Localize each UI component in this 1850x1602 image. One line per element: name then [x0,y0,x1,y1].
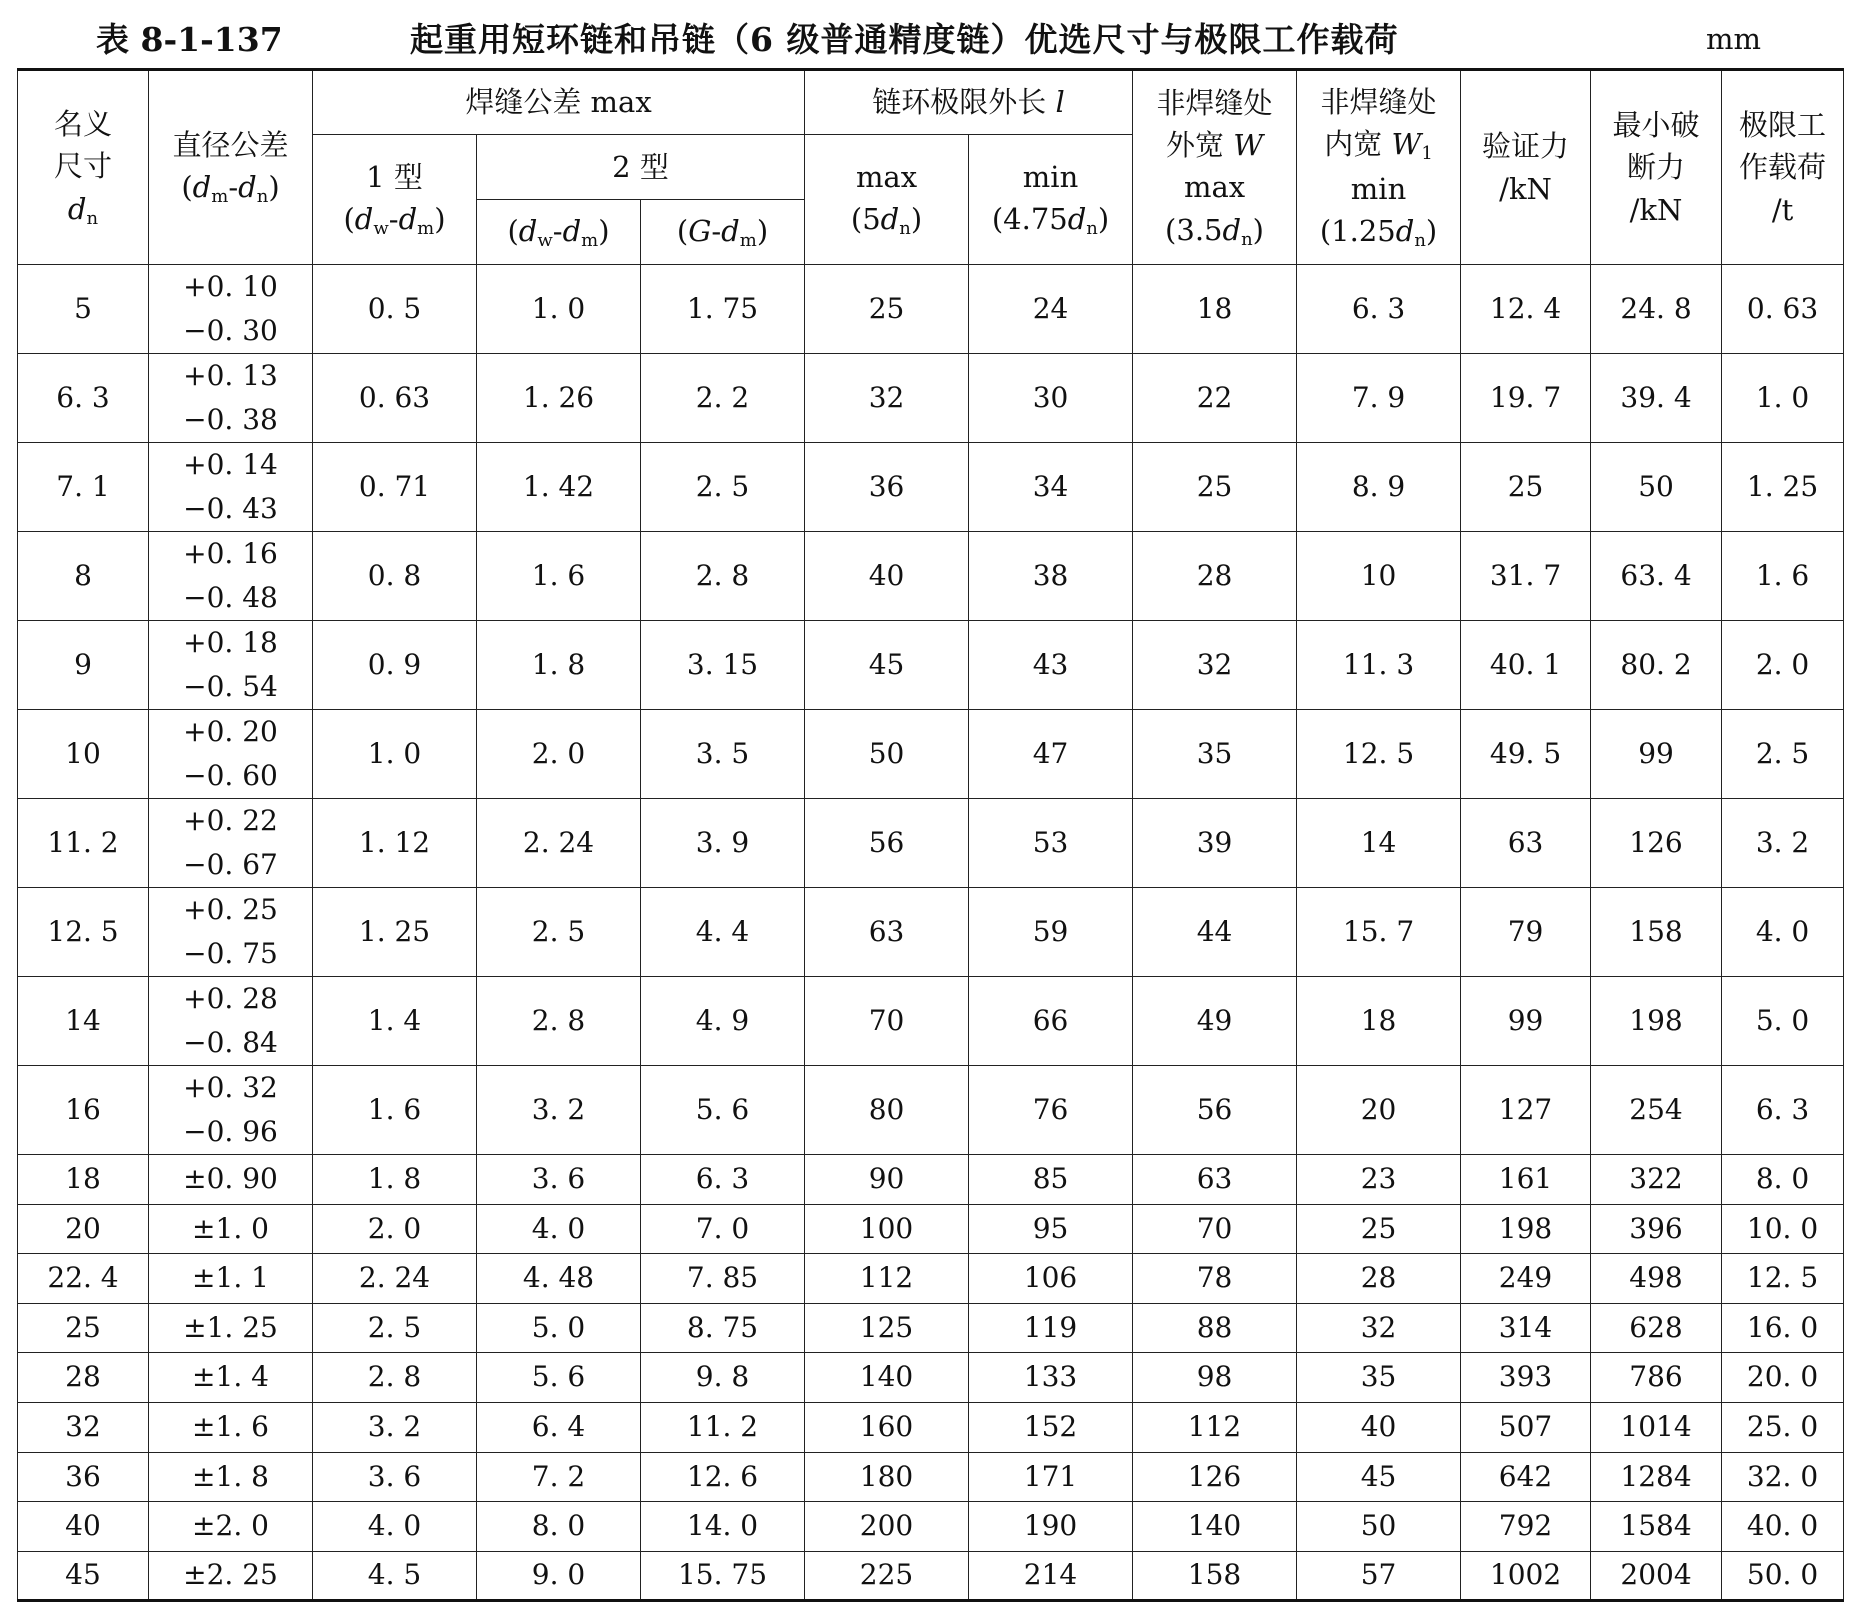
cell-length-min: 85 [969,1155,1133,1205]
tolerance-value: +0. 22 [183,804,278,837]
table-row [18,799,1844,888]
cell-breaking-force: 126 [1591,799,1722,888]
table-row [18,1155,1844,1205]
table-row [18,1353,1844,1403]
table-caption [0,0,1850,68]
cell-proof-force: 99 [1461,977,1591,1066]
cell-type2-a: 6. 4 [477,1402,641,1452]
table-row [18,1254,1844,1304]
cell-inner-width: 8. 9 [1297,443,1461,532]
cell-diameter-tolerance [149,710,313,799]
cell-type1: 0. 9 [313,621,477,710]
cell-diameter-tolerance [149,354,313,443]
cell-type2-a: 1. 42 [477,443,641,532]
tolerance-value: −0. 75 [183,937,278,970]
cell-outer-width: 140 [1133,1502,1297,1552]
cell-type2-a: 4. 48 [477,1254,641,1304]
cell-length-max: 90 [805,1155,969,1205]
header-diameter-tolerance: 直径公差 $(d_m-d_n)$ [149,70,313,265]
cell-outer-width: 112 [1133,1402,1297,1452]
cell-diameter-tolerance [149,1452,313,1502]
cell-breaking-force: 24. 8 [1591,265,1722,354]
cell-working-load: 2. 0 [1722,621,1844,710]
cell-inner-width: 15. 7 [1297,888,1461,977]
cell-breaking-force: 158 [1591,888,1722,977]
cell-diameter-tolerance [149,532,313,621]
unit-label: mm [1706,22,1761,56]
header-type2: 2 型 [477,135,805,200]
cell-inner-width: 32 [1297,1303,1461,1353]
cell-inner-width: 40 [1297,1402,1461,1452]
cell-outer-width: 88 [1133,1303,1297,1353]
cell-outer-width: 158 [1133,1551,1297,1601]
tolerance-value: ±2. 25 [183,1558,278,1592]
cell-inner-width: 45 [1297,1452,1461,1502]
cell-outer-width: 126 [1133,1452,1297,1502]
cell-length-max: 63 [805,888,969,977]
cell-proof-force: 19. 7 [1461,354,1591,443]
cell-type2-a: 1. 8 [477,621,641,710]
table-row [18,1303,1844,1353]
cell-length-max: 32 [805,354,969,443]
cell-type2-b: 14. 0 [641,1502,805,1552]
cell-breaking-force: 786 [1591,1353,1722,1403]
cell-nominal-size: 36 [18,1452,149,1502]
tolerance-value: −0. 48 [183,581,278,614]
cell-length-min: 106 [969,1254,1133,1304]
cell-nominal-size: 45 [18,1551,149,1601]
cell-inner-width: 10 [1297,532,1461,621]
cell-inner-width: 7. 9 [1297,354,1461,443]
cell-inner-width: 12. 5 [1297,710,1461,799]
cell-outer-width: 32 [1133,621,1297,710]
table-row [18,1402,1844,1452]
cell-nominal-size: 6. 3 [18,354,149,443]
header-proof-force: 验证力 /kN [1461,70,1591,265]
cell-working-load: 20. 0 [1722,1353,1844,1403]
header-working-load-limit: 极限工 作载荷 /t [1722,70,1844,265]
cell-length-min: 43 [969,621,1133,710]
header-type2-dw-dm: $(d_w-d_m)$ [477,200,641,265]
tolerance-value: ±1. 6 [192,1410,269,1444]
tolerance-value: +0. 16 [183,537,278,570]
cell-nominal-size: 10 [18,710,149,799]
cell-proof-force: 12. 4 [1461,265,1591,354]
cell-working-load: 50. 0 [1722,1551,1844,1601]
cell-length-max: 180 [805,1452,969,1502]
cell-outer-width: 63 [1133,1155,1297,1205]
tolerance-value: −0. 43 [183,492,278,525]
table-row [18,621,1844,710]
cell-proof-force: 40. 1 [1461,621,1591,710]
cell-diameter-tolerance [149,1204,313,1254]
cell-length-min: 133 [969,1353,1133,1403]
table-row [18,888,1844,977]
cell-nominal-size: 28 [18,1353,149,1403]
cell-length-max: 45 [805,621,969,710]
cell-length-min: 171 [969,1452,1133,1502]
tolerance-value: ±0. 90 [183,1162,278,1196]
cell-type1: 3. 6 [313,1452,477,1502]
cell-nominal-size: 8 [18,532,149,621]
cell-proof-force: 161 [1461,1155,1591,1205]
cell-nominal-size: 40 [18,1502,149,1552]
cell-length-max: 80 [805,1066,969,1155]
cell-working-load: 12. 5 [1722,1254,1844,1304]
cell-type1: 1. 25 [313,888,477,977]
cell-type2-b: 3. 15 [641,621,805,710]
tolerance-value: +0. 25 [183,893,278,926]
cell-breaking-force: 80. 2 [1591,621,1722,710]
cell-type2-a: 3. 2 [477,1066,641,1155]
tolerance-value: +0. 10 [183,270,278,303]
cell-diameter-tolerance [149,1502,313,1552]
cell-proof-force: 249 [1461,1254,1591,1304]
cell-diameter-tolerance [149,1066,313,1155]
cell-type2-a: 2. 24 [477,799,641,888]
cell-outer-width: 49 [1133,977,1297,1066]
cell-type2-a: 5. 6 [477,1353,641,1403]
cell-length-max: 70 [805,977,969,1066]
cell-inner-width: 28 [1297,1254,1461,1304]
tolerance-value: −0. 38 [183,403,278,436]
header-nominal-size: 名义 尺寸 $d_n$ [18,70,149,265]
header-type1: 1 型 $(d_w-d_m)$ [313,135,477,265]
cell-type2-b: 9. 8 [641,1353,805,1403]
cell-length-max: 160 [805,1402,969,1452]
cell-length-min: 34 [969,443,1133,532]
cell-inner-width: 20 [1297,1066,1461,1155]
cell-diameter-tolerance [149,1402,313,1452]
cell-working-load: 0. 63 [1722,265,1844,354]
cell-proof-force: 63 [1461,799,1591,888]
cell-length-min: 59 [969,888,1133,977]
cell-nominal-size: 16 [18,1066,149,1155]
cell-type2-b: 6. 3 [641,1155,805,1205]
cell-breaking-force: 396 [1591,1204,1722,1254]
cell-type2-b: 12. 6 [641,1452,805,1502]
cell-diameter-tolerance [149,1303,313,1353]
cell-type1: 1. 8 [313,1155,477,1205]
cell-type2-a: 2. 5 [477,888,641,977]
tolerance-value: +0. 32 [183,1071,278,1104]
cell-type2-b: 3. 5 [641,710,805,799]
cell-outer-width: 98 [1133,1353,1297,1403]
cell-length-max: 25 [805,265,969,354]
cell-diameter-tolerance [149,443,313,532]
table-row [18,1502,1844,1552]
table-row [18,1066,1844,1155]
cell-working-load: 2. 5 [1722,710,1844,799]
cell-breaking-force: 628 [1591,1303,1722,1353]
cell-inner-width: 6. 3 [1297,265,1461,354]
header-link-length: 链环极限外长 l [805,70,1133,135]
cell-type2-b: 5. 6 [641,1066,805,1155]
cell-type1: 2. 8 [313,1353,477,1403]
cell-diameter-tolerance [149,977,313,1066]
cell-proof-force: 393 [1461,1353,1591,1403]
table-row [18,443,1844,532]
cell-outer-width: 25 [1133,443,1297,532]
table-row [18,710,1844,799]
table-row [18,1204,1844,1254]
cell-type1: 2. 0 [313,1204,477,1254]
cell-working-load: 1. 25 [1722,443,1844,532]
cell-nominal-size: 25 [18,1303,149,1353]
cell-nominal-size: 22. 4 [18,1254,149,1304]
cell-type1: 0. 71 [313,443,477,532]
cell-type2-b: 7. 0 [641,1204,805,1254]
cell-length-min: 53 [969,799,1133,888]
cell-type2-b: 11. 2 [641,1402,805,1452]
cell-breaking-force: 50 [1591,443,1722,532]
cell-diameter-tolerance [149,888,313,977]
tolerance-value: ±1. 8 [192,1459,269,1493]
cell-length-min: 66 [969,977,1133,1066]
cell-inner-width: 23 [1297,1155,1461,1205]
cell-type2-a: 5. 0 [477,1303,641,1353]
cell-length-max: 36 [805,443,969,532]
tolerance-value: ±1. 1 [192,1261,269,1295]
cell-type2-a: 4. 0 [477,1204,641,1254]
cell-inner-width: 25 [1297,1204,1461,1254]
tolerance-value: ±1. 0 [192,1211,269,1245]
cell-nominal-size: 9 [18,621,149,710]
tolerance-value: ±2. 0 [192,1509,269,1543]
cell-type2-a: 2. 8 [477,977,641,1066]
cell-length-min: 190 [969,1502,1133,1552]
tolerance-value: ±1. 25 [183,1310,278,1344]
cell-length-max: 140 [805,1353,969,1403]
cell-outer-width: 35 [1133,710,1297,799]
tolerance-value: ±1. 4 [192,1360,269,1394]
cell-diameter-tolerance [149,1551,313,1601]
cell-type2-b: 2. 8 [641,532,805,621]
cell-type1: 0. 8 [313,532,477,621]
cell-outer-width: 39 [1133,799,1297,888]
cell-type2-b: 2. 2 [641,354,805,443]
tolerance-value: +0. 20 [183,715,278,748]
tolerance-value: −0. 84 [183,1026,278,1059]
cell-diameter-tolerance [149,265,313,354]
cell-breaking-force: 254 [1591,1066,1722,1155]
tolerance-value: −0. 96 [183,1115,278,1148]
tolerance-value: +0. 28 [183,982,278,1015]
cell-diameter-tolerance [149,1254,313,1304]
table-title: 起重用短环链和吊链（6 级普通精度链）优选尺寸与极限工作载荷 [410,20,1399,59]
cell-working-load: 32. 0 [1722,1452,1844,1502]
table-row [18,354,1844,443]
cell-inner-width: 11. 3 [1297,621,1461,710]
cell-proof-force: 31. 7 [1461,532,1591,621]
cell-type2-a: 2. 0 [477,710,641,799]
cell-proof-force: 642 [1461,1452,1591,1502]
cell-type1: 1. 6 [313,1066,477,1155]
cell-type1: 1. 12 [313,799,477,888]
header-breaking-force: 最小破 断力 /kN [1591,70,1722,265]
cell-breaking-force: 39. 4 [1591,354,1722,443]
cell-nominal-size: 11. 2 [18,799,149,888]
cell-nominal-size: 14 [18,977,149,1066]
cell-nominal-size: 32 [18,1402,149,1452]
table-row [18,977,1844,1066]
cell-proof-force: 25 [1461,443,1591,532]
cell-type1: 0. 5 [313,265,477,354]
cell-diameter-tolerance [149,1353,313,1403]
cell-breaking-force: 99 [1591,710,1722,799]
cell-working-load: 3. 2 [1722,799,1844,888]
tolerance-value: −0. 30 [183,314,278,347]
cell-length-min: 76 [969,1066,1133,1155]
header-outer-width: 非焊缝处 外宽 W max $(3.5d_n)$ [1133,70,1297,265]
cell-working-load: 16. 0 [1722,1303,1844,1353]
cell-inner-width: 35 [1297,1353,1461,1403]
tolerance-value: −0. 60 [183,759,278,792]
cell-length-min: 30 [969,354,1133,443]
cell-breaking-force: 1584 [1591,1502,1722,1552]
table-row [18,1551,1844,1601]
cell-length-max: 200 [805,1502,969,1552]
cell-outer-width: 22 [1133,354,1297,443]
cell-type1: 3. 2 [313,1402,477,1452]
table-row [18,532,1844,621]
cell-breaking-force: 2004 [1591,1551,1722,1601]
cell-type1: 1. 0 [313,710,477,799]
cell-type2-a: 1. 6 [477,532,641,621]
cell-nominal-size: 7. 1 [18,443,149,532]
cell-type2-b: 4. 9 [641,977,805,1066]
cell-type1: 2. 24 [313,1254,477,1304]
cell-type2-b: 2. 5 [641,443,805,532]
cell-type2-a: 9. 0 [477,1551,641,1601]
cell-working-load: 1. 6 [1722,532,1844,621]
cell-breaking-force: 1014 [1591,1402,1722,1452]
cell-diameter-tolerance [149,799,313,888]
cell-length-min: 119 [969,1303,1133,1353]
cell-type2-b: 1. 75 [641,265,805,354]
cell-type2-a: 8. 0 [477,1502,641,1552]
cell-type1: 1. 4 [313,977,477,1066]
cell-outer-width: 78 [1133,1254,1297,1304]
chain-dimensions-table [17,68,1844,1602]
cell-nominal-size: 18 [18,1155,149,1205]
cell-inner-width: 50 [1297,1502,1461,1552]
cell-length-max: 100 [805,1204,969,1254]
cell-type1: 2. 5 [313,1303,477,1353]
cell-proof-force: 507 [1461,1402,1591,1452]
cell-working-load: 5. 0 [1722,977,1844,1066]
cell-type2-b: 8. 75 [641,1303,805,1353]
cell-diameter-tolerance [149,621,313,710]
cell-breaking-force: 322 [1591,1155,1722,1205]
cell-proof-force: 1002 [1461,1551,1591,1601]
cell-working-load: 10. 0 [1722,1204,1844,1254]
cell-length-min: 214 [969,1551,1133,1601]
cell-working-load: 25. 0 [1722,1402,1844,1452]
header-length-min: min $(4.75d_n)$ [969,135,1133,265]
cell-type2-a: 1. 26 [477,354,641,443]
cell-nominal-size: 12. 5 [18,888,149,977]
cell-type2-a: 1. 0 [477,265,641,354]
cell-length-max: 40 [805,532,969,621]
cell-inner-width: 14 [1297,799,1461,888]
cell-type2-b: 7. 85 [641,1254,805,1304]
cell-proof-force: 127 [1461,1066,1591,1155]
cell-proof-force: 198 [1461,1204,1591,1254]
cell-proof-force: 49. 5 [1461,710,1591,799]
cell-type1: 0. 63 [313,354,477,443]
cell-type2-a: 7. 2 [477,1452,641,1502]
header-weld-tolerance: 焊缝公差 max [313,70,805,135]
cell-type2-b: 15. 75 [641,1551,805,1601]
header-inner-width: 非焊缝处 内宽 $W_1$ min $(1.25d_n)$ [1297,70,1461,265]
tolerance-value: −0. 54 [183,670,278,703]
cell-length-min: 95 [969,1204,1133,1254]
cell-working-load: 40. 0 [1722,1502,1844,1552]
cell-diameter-tolerance [149,1155,313,1205]
cell-length-min: 24 [969,265,1133,354]
header-type2-g-dm: $(G-d_m)$ [641,200,805,265]
cell-length-min: 47 [969,710,1133,799]
cell-inner-width: 57 [1297,1551,1461,1601]
cell-type2-a: 3. 6 [477,1155,641,1205]
cell-proof-force: 792 [1461,1502,1591,1552]
cell-outer-width: 56 [1133,1066,1297,1155]
cell-length-max: 225 [805,1551,969,1601]
cell-type1: 4. 5 [313,1551,477,1601]
cell-working-load: 8. 0 [1722,1155,1844,1205]
cell-outer-width: 44 [1133,888,1297,977]
cell-nominal-size: 20 [18,1204,149,1254]
tolerance-value: −0. 67 [183,848,278,881]
header-length-max: max $(5d_n)$ [805,135,969,265]
cell-length-max: 56 [805,799,969,888]
cell-breaking-force: 63. 4 [1591,532,1722,621]
cell-outer-width: 18 [1133,265,1297,354]
cell-length-max: 50 [805,710,969,799]
cell-length-max: 125 [805,1303,969,1353]
cell-length-min: 38 [969,532,1133,621]
cell-type2-b: 4. 4 [641,888,805,977]
cell-outer-width: 28 [1133,532,1297,621]
cell-breaking-force: 498 [1591,1254,1722,1304]
cell-proof-force: 314 [1461,1303,1591,1353]
cell-nominal-size: 5 [18,265,149,354]
cell-proof-force: 79 [1461,888,1591,977]
cell-type2-b: 3. 9 [641,799,805,888]
cell-working-load: 4. 0 [1722,888,1844,977]
cell-length-max: 112 [805,1254,969,1304]
cell-working-load: 6. 3 [1722,1066,1844,1155]
cell-type1: 4. 0 [313,1502,477,1552]
tolerance-value: +0. 13 [183,359,278,392]
table-number: 表 8-1-137 [96,20,283,59]
cell-outer-width: 70 [1133,1204,1297,1254]
cell-breaking-force: 198 [1591,977,1722,1066]
cell-length-min: 152 [969,1402,1133,1452]
table-row [18,1452,1844,1502]
cell-breaking-force: 1284 [1591,1452,1722,1502]
cell-working-load: 1. 0 [1722,354,1844,443]
cell-inner-width: 18 [1297,977,1461,1066]
tolerance-value: +0. 18 [183,626,278,659]
tolerance-value: +0. 14 [183,448,278,481]
table-row [18,265,1844,354]
